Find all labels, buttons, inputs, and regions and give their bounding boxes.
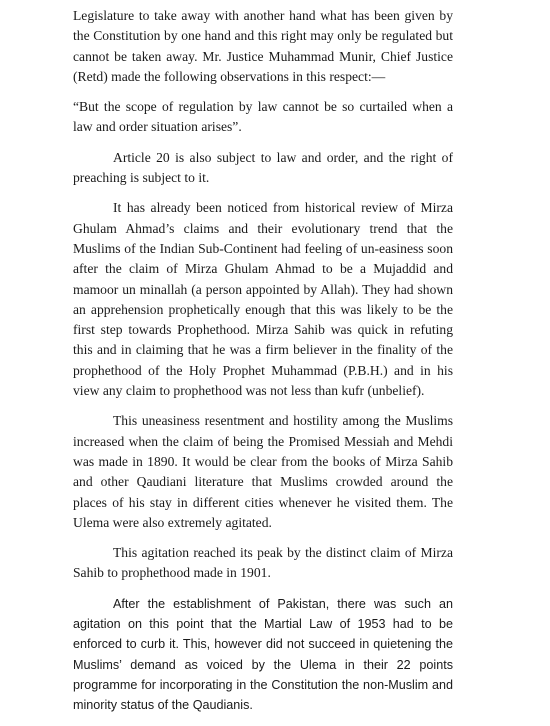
document-body	[73, 6, 453, 726]
paragraph-pakistan-agitation: After the establishment of Pakistan, there was such an agitation on this point that the Martial Law of 1953 had to be enforced to curb it. This, however did not succeed in quietening the Muslims’ demand as voiced by the Ulema in their 22 points programme for incorporating in the Constitution the non-Muslim and minority status of the Qaudianis.	[73, 596, 453, 713]
quotation-justice-munir: “But the scope of regulation by law cannot be so curtailed when a law and order situation arises”.	[73, 99, 453, 135]
paragraph-article-20: Article 20 is also subject to law and order, and the right of preaching is subject to it.	[73, 149, 453, 186]
paragraph-agitation-peak: This agitation reached its peak by the distinct claim of Mirza Sahib to prophethood made in 1901.	[73, 545, 453, 581]
paragraph-historical-review: It has already been noticed from historical review of Mirza Ghulam Ahmad’s claims and their evolutionary trend that the Muslims of the Indian Sub-Continent had feeling of un-easiness soon after the claim of Mirza Ghulam Ahmad to be a Mujaddid and mamoor un minallah (a person appointed by Allah). They had shown an apprehension prophetically enough that this was likely to be the first step towards Prophethood. Mirza Sahib was quick in refuting this and in claiming that he was a firm believer in the finality of the prophethood of the Holy Prophet Muhammad (P.B.H.) and in his view any claim to prophethood was not less than kufr (unbelief).	[73, 200, 453, 399]
paragraph-uneasiness: This uneasiness resentment and hostility among the Muslims increased when the claim of being the Promised Messiah and Mehdi was made in 1890. It would be clear from the books of Mirza Sahib and other Qaudiani literature that Muslims crowded around the places of his stay in different cities whenever he visited them. The Ulema were also extremely agitated.	[73, 413, 453, 530]
paragraph-legislature: Legislature to take away with another hand what has been given by the Constitution by one hand and this right may only be regulated but cannot be taken away. Mr. Justice Muhammad Munir, Chief Justice (Retd) made the following observations in this respect:—	[73, 8, 453, 84]
